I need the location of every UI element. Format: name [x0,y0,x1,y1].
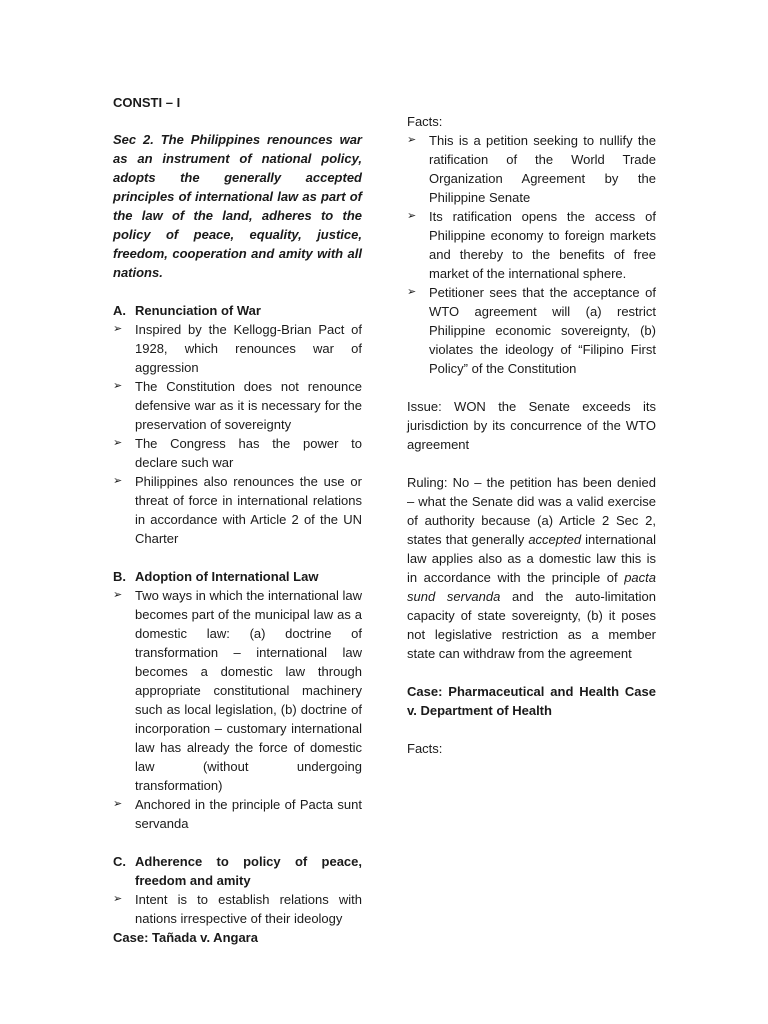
heading-letter: B. [113,569,126,584]
arrow-bullet-icon: ➢ [407,210,417,222]
arrow-bullet-icon: ➢ [113,323,123,335]
case-title-pharmaceutical: Case: Pharmaceutical and Health Case v. Department of Health [407,684,656,718]
bullet-list-a [113,320,362,548]
list-item [407,283,656,378]
document-title: CONSTI – I [113,95,181,110]
list-item-text: The Congress has the power to declare such war [135,436,362,470]
bullet-list-c [113,890,362,928]
heading-letter: C. [113,854,126,869]
list-item [113,795,362,833]
arrow-bullet-icon: ➢ [113,380,123,392]
right-column [407,112,656,758]
facts-label: Facts: [407,114,443,129]
list-item-text: Anchored in the principle of Pacta sunt servanda [135,797,362,831]
left-column [113,93,362,947]
arrow-bullet-icon: ➢ [407,286,417,298]
list-item-text: Philippines also renounces the use or threat of force in international relations in accordance with Article 2 of the UN Charter [135,474,362,546]
arrow-bullet-icon: ➢ [113,475,123,487]
case-title-tanada: Case: Tañada v. Angara [113,930,258,945]
list-item-text: This is a petition seeking to nullify the ratification of the World Trade Organization Agreement by the Philippine Senate [429,133,656,205]
issue-paragraph: Issue: WON the Senate exceeds its jurisdiction by its concurrence of the WTO agreement [407,399,656,452]
heading-text: Adoption of International Law [135,569,319,584]
heading-text: Renunciation of War [135,303,261,318]
list-item-text: The Constitution does not renounce defensive war as it is necessary for the preservation of sovereignty [135,379,362,432]
ruling-paragraph [407,473,656,663]
heading-renunciation-of-war [113,301,362,320]
heading-adoption-of-international-law [113,567,362,586]
list-item-text: Petitioner sees that the acceptance of WTO agreement will (a) restrict Philippine economic sovereignty, (b) violates the ideology of “Filipino First Policy” of the Constitution [429,285,656,376]
arrow-bullet-icon: ➢ [113,893,123,905]
heading-adherence-to-policy [113,852,362,890]
list-item-text: Its ratification opens the access of Philippine economy to foreign markets and thereby to the benefits of free market of the international sphere. [429,209,656,281]
list-item [113,434,362,472]
arrow-bullet-icon: ➢ [113,437,123,449]
ruling-text: Ruling: No – the petition has been denied – what the Senate did was a valid exercise of authority because (a) Article 2 Sec 2, states that generally [407,475,656,547]
heading-letter: A. [113,303,126,318]
ruling-emphasis: accepted [528,532,582,547]
ruling-emphasis: pacta sund servanda [407,570,656,604]
list-item-text: Inspired by the Kellogg-Brian Pact of 1928, which renounces war of aggression [135,322,362,375]
list-item [407,131,656,207]
heading-text: Adherence to policy of peace, freedom and amity [135,854,362,888]
list-item-text: Intent is to establish relations with nations irrespective of their ideology [135,892,362,926]
section-text: Sec 2. The Philippines renounces war as an instrument of national policy, adopts the generally accepted principles of international law as part of the law of the land, adheres to the policy of peace, equality, justice, freedom, cooperation and amity with all nations. [113,132,362,280]
list-item [113,472,362,548]
list-item [407,207,656,283]
arrow-bullet-icon: ➢ [407,134,417,146]
facts-list [407,131,656,378]
list-item-text: Two ways in which the international law becomes part of the municipal law as a domestic law: (a) doctrine of transformation – international law becomes a domestic law through appropriate constitutional machinery such as local legislation, (b) doctrine of incorporation – customary international law has already the force of domestic law (without undergoing transformation) [135,588,362,793]
ruling-text: and the auto-limitation capacity of state sovereignty, (b) it poses not legislative restriction as a member state can withdraw from the agreement [407,589,656,661]
list-item [113,377,362,434]
list-item [113,890,362,928]
list-item [113,586,362,795]
arrow-bullet-icon: ➢ [113,589,123,601]
arrow-bullet-icon: ➢ [113,798,123,810]
bullet-list-b [113,586,362,833]
ruling-text: international law applies also as a domestic law this is in accordance with the principle of [407,532,656,585]
facts-label-2: Facts: [407,741,443,756]
list-item [113,320,362,377]
